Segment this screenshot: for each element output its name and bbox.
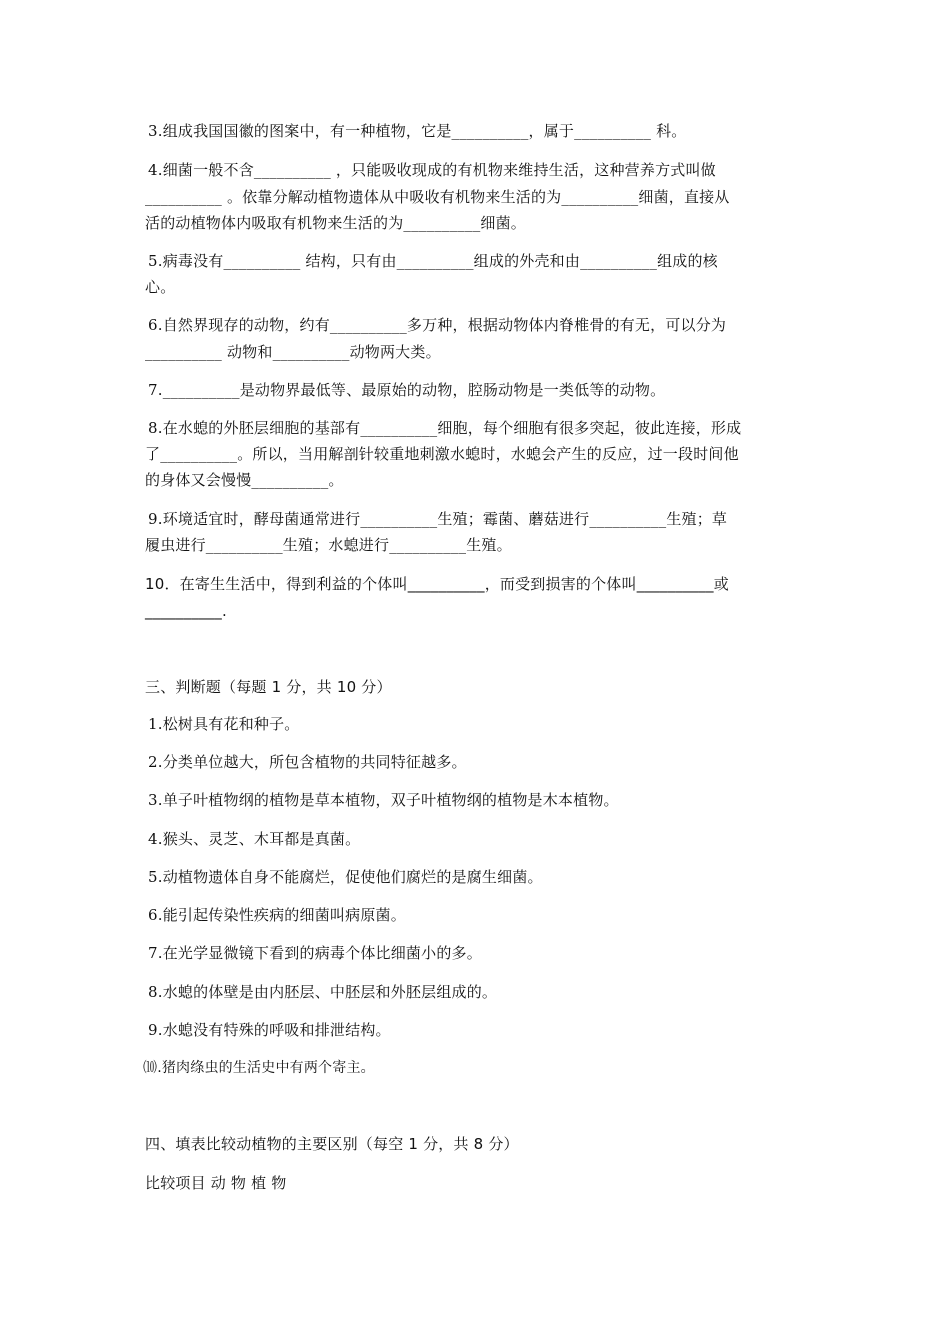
question-9-line-2: 履虫进行__________生殖；水螅进行__________生殖。	[145, 536, 512, 554]
judge-item-7: 7.在光学显微镜下看到的病毒个体比细菌小的多。	[148, 944, 482, 962]
question-8-line-3: 的身体又会慢慢__________。	[145, 471, 344, 489]
question-8-line-2: 了__________。所以，当用解剖针较重地刺激水螅时，水螅会产生的反应，过一段时间他	[145, 445, 739, 463]
question-10-line-1: 10．在寄生生活中，得到利益的个体叫__________，而受到损害的个体叫__________或	[145, 575, 729, 593]
question-6-line-1: 6.自然界现存的动物，约有__________多万种，根据动物体内脊椎骨的有无，可以分为	[148, 316, 727, 334]
judge-item-8: 8.水螅的体壁是由内胚层、中胚层和外胚层组成的。	[148, 983, 498, 1001]
judge-item-10: ⑽.猪肉绦虫的生活史中有两个寄主。	[143, 1060, 375, 1076]
question-3-line-1: 3.组成我国国徽的图案中，有一种植物，它是__________，属于__________ 科。	[148, 122, 687, 140]
question-7-line-1: 7.__________是动物界最低等、最原始的动物，腔肠动物是一类低等的动物。	[148, 381, 666, 399]
judge-item-1: 1.松树具有花和种子。	[148, 715, 300, 733]
question-4-line-2: __________ 。依靠分解动植物遗体从中吸收有机物来生活的为__________细菌，直接从	[145, 188, 730, 206]
judge-item-5: 5.动植物遗体自身不能腐烂，促使他们腐烂的是腐生细菌。	[148, 868, 543, 886]
question-8-line-1: 8.在水螅的外胚层细胞的基部有__________细胞，每个细胞有很多突起，彼此连接，形成	[148, 419, 742, 437]
judge-item-4: 4.猴头、灵芝、木耳都是真菌。	[148, 830, 361, 848]
question-10-line-2: __________.	[145, 602, 227, 620]
judge-item-6: 6.能引起传染性疾病的细菌叫病原菌。	[148, 906, 406, 924]
section-4-heading: 四、填表比较动植物的主要区别（每空 1 分，共 8 分）	[145, 1135, 519, 1153]
judge-item-3: 3.单子叶植物纲的植物是草本植物，双子叶植物纲的植物是木本植物。	[148, 791, 619, 809]
judge-item-2: 2.分类单位越大，所包含植物的共同特征越多。	[148, 753, 467, 771]
comparison-table-header: 比较项目 动 物 植 物	[145, 1174, 287, 1192]
judge-item-9: 9.水螅没有特殊的呼吸和排泄结构。	[148, 1021, 391, 1039]
question-5-line-2: 心。	[145, 278, 176, 296]
question-5-line-1: 5.病毒没有__________ 结构，只有由__________组成的外壳和由__________组成的核	[148, 252, 718, 270]
question-4-line-1: 4.细菌一般不含__________ ，只能吸收现成的有机物来维持生活，这种营养方式叫做	[148, 161, 716, 179]
question-9-line-1: 9.环境适宜时，酵母菌通常进行__________生殖；霉菌、蘑菇进行__________生殖；草	[148, 510, 728, 528]
section-3-heading: 三、判断题（每题 1 分，共 10 分）	[145, 678, 392, 696]
question-4-line-3: 活的动植物体内吸取有机物来生活的为__________细菌。	[145, 214, 527, 232]
question-6-line-2: __________ 动物和__________动物两大类。	[145, 343, 441, 361]
